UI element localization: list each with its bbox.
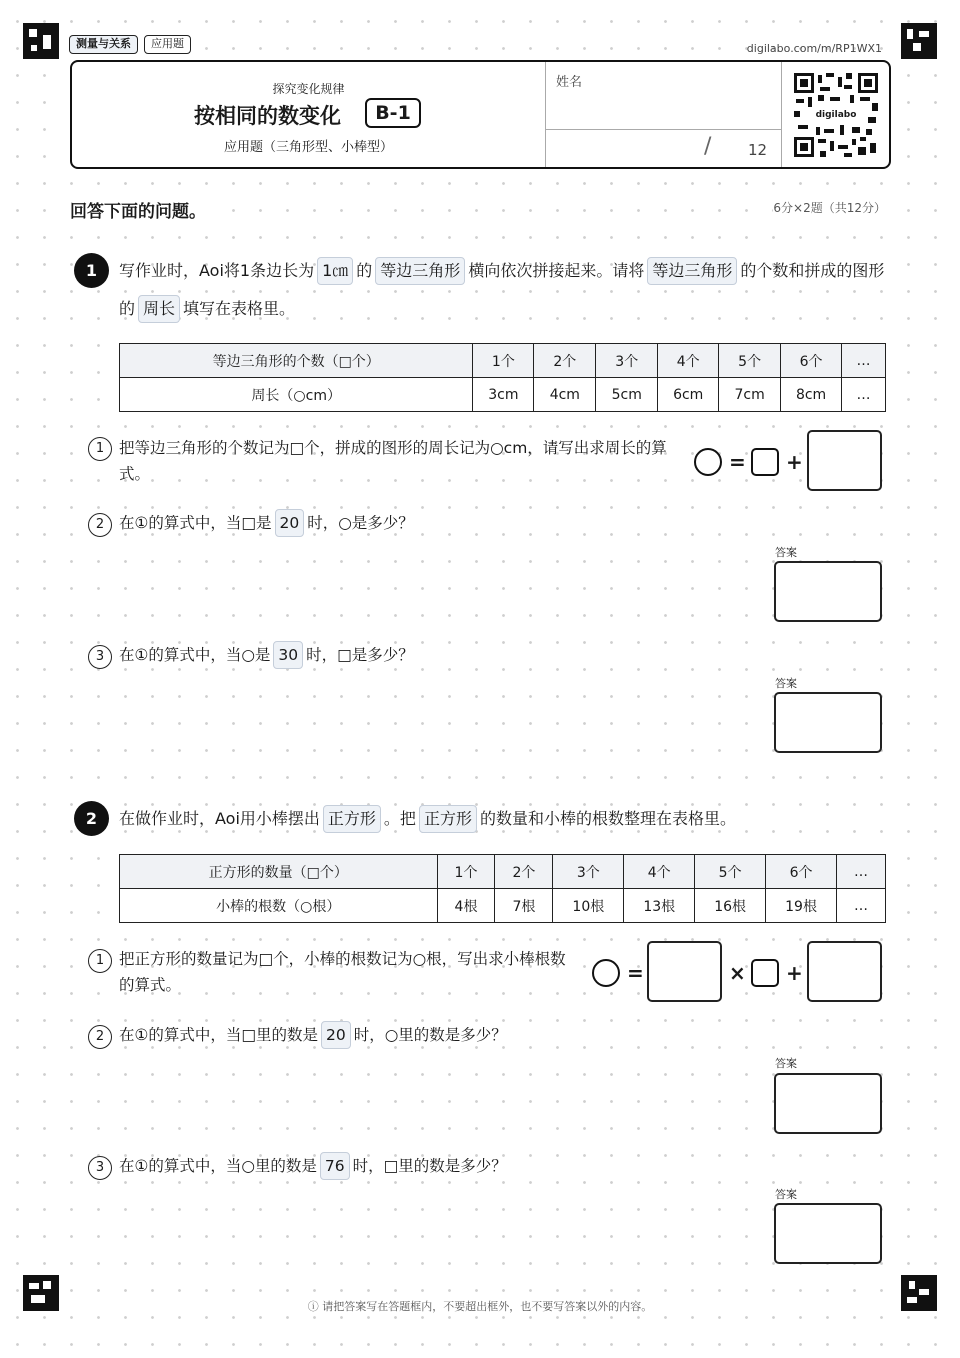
question-2-sub-3-text: 在①的算式中，当○里的数是 76 时，□里的数是多少？ xyxy=(119,1152,507,1180)
table-cell: 5个 xyxy=(719,344,781,378)
table-cell: 7根 xyxy=(495,889,553,923)
formula-coefficient-box[interactable] xyxy=(647,941,722,1002)
question-1-sub-3-text: 在①的算式中，当○是 30 时，□是多少？ xyxy=(119,641,414,669)
question-1-table xyxy=(119,343,886,412)
table-cell: 19根 xyxy=(766,889,837,923)
table-cell: 周长（○cm） xyxy=(120,378,473,412)
table-cell: 13根 xyxy=(624,889,695,923)
page-url: digilabo.com/m/RP1WX1 xyxy=(746,42,882,55)
highlight-side-length: 1㎝ xyxy=(317,257,353,285)
answer-box[interactable] xyxy=(774,1203,882,1264)
highlight-shape: 等边三角形 xyxy=(375,257,465,285)
footer-note: ⓘ 请把答案写在答题框内，不要超出框外，也不要写答案以外的内容。 xyxy=(0,1298,960,1314)
answer-label: 答案 xyxy=(775,677,797,690)
table-cell: 6个 xyxy=(781,344,842,378)
question-2-table xyxy=(119,854,886,923)
table-cell: 4个 xyxy=(624,855,695,889)
question-1-sub-1-text: 把等边三角形的个数记为□个，拼成的图形的周长记为○cm，请写出求周长的算式。 xyxy=(119,439,667,483)
answer-box[interactable] xyxy=(774,561,882,622)
worksheet-header xyxy=(70,60,891,169)
table-cell: 4个 xyxy=(658,344,719,378)
answer-box[interactable] xyxy=(774,692,882,753)
points-info: 6分×2题（共12分） xyxy=(773,201,886,215)
question-1-text: 写作业时，Aoi将1条边长为 1㎝ 的 等边三角形 横向依次拼接起来。请将 等边三角形 的个数和拼成的图形的 周长 填写在表格里。 xyxy=(119,252,889,328)
table-cell: 8cm xyxy=(781,378,842,412)
table-cell: … xyxy=(842,378,886,412)
qr-label: digilabo xyxy=(815,110,857,120)
score-total: 12 xyxy=(748,141,768,159)
square-symbol xyxy=(751,959,779,987)
table-row xyxy=(120,855,886,889)
table-cell: 5cm xyxy=(596,378,658,412)
name-score-area xyxy=(546,62,782,167)
question-2-text: 在做作业时，Aoi用小棒摆出 正方形 。把 正方形 的数量和小棒的根数整理在表格里。 xyxy=(119,800,889,838)
answer-box[interactable] xyxy=(774,1073,882,1134)
level-code-badge: B-1 xyxy=(365,98,421,128)
highlight-perimeter: 周长 xyxy=(138,295,180,323)
formula-answer-box[interactable] xyxy=(807,430,882,491)
answer-label: 答案 xyxy=(775,546,797,559)
question-1-number: 1 xyxy=(74,253,109,288)
question-2-sub-3-number: 3 xyxy=(88,1154,118,1180)
highlight-shape: 等边三角形 xyxy=(647,257,737,285)
highlight-value: 30 xyxy=(273,641,303,669)
square-symbol xyxy=(751,448,779,476)
info-icon: ⓘ xyxy=(307,1300,319,1313)
question-2-sub-2-text: 在①的算式中，当□里的数是 20 时，○里的数是多少？ xyxy=(119,1021,507,1049)
table-row xyxy=(120,889,886,923)
answer-label: 答案 xyxy=(775,1188,797,1201)
circle-symbol xyxy=(694,448,722,476)
table-cell: 等边三角形的个数（□个） xyxy=(120,344,473,378)
highlight-value: 76 xyxy=(320,1152,350,1180)
corner-marker-top-left xyxy=(23,23,59,59)
worksheet-type: 应用题（三角形型、小棒型） xyxy=(223,140,393,155)
question-1-sub-2-number: 2 xyxy=(88,511,118,537)
table-cell: 2个 xyxy=(495,855,553,889)
subject-tag: 测量与关系 xyxy=(69,35,138,54)
worksheet-title: 按相同的数变化 xyxy=(194,104,341,128)
type-tag: 应用题 xyxy=(144,35,191,54)
qr-code xyxy=(794,73,878,157)
name-label: 姓名 xyxy=(556,75,583,90)
table-cell: 正方形的数量（□个） xyxy=(120,855,438,889)
title-area xyxy=(72,62,546,167)
table-cell: 6cm xyxy=(658,378,719,412)
table-cell: 1个 xyxy=(437,855,495,889)
equals-sign: = xyxy=(627,961,644,985)
worksheet-subtitle: 探究变化规律 xyxy=(272,82,345,96)
table-cell: 3cm xyxy=(473,378,534,412)
instruction: 回答下面的问题。 xyxy=(70,197,210,222)
plus-sign: + xyxy=(786,961,803,985)
score-slash: / xyxy=(704,134,712,159)
table-cell: 6个 xyxy=(766,855,837,889)
question-2-sub-2-number: 2 xyxy=(88,1023,118,1049)
circle-symbol xyxy=(592,959,620,987)
question-1-sub-2-text: 在①的算式中，当□是 20 时，○是多少？ xyxy=(119,509,414,537)
table-cell: … xyxy=(837,855,886,889)
table-cell: 5个 xyxy=(695,855,766,889)
table-cell: 4cm xyxy=(534,378,596,412)
table-cell: … xyxy=(842,344,886,378)
highlight-shape: 正方形 xyxy=(419,805,477,833)
table-row xyxy=(120,344,886,378)
equals-sign: = xyxy=(729,450,746,474)
corner-marker-top-right xyxy=(901,23,937,59)
formula-constant-box[interactable] xyxy=(807,941,882,1002)
table-cell: 3个 xyxy=(596,344,658,378)
table-cell: 2个 xyxy=(534,344,596,378)
times-sign: × xyxy=(729,961,746,985)
table-cell: 小棒的根数（○根） xyxy=(120,889,438,923)
table-row xyxy=(120,378,886,412)
table-cell: 16根 xyxy=(695,889,766,923)
table-cell: … xyxy=(837,889,886,923)
highlight-value: 20 xyxy=(321,1021,351,1049)
highlight-shape: 正方形 xyxy=(323,805,381,833)
plus-sign: + xyxy=(786,450,803,474)
table-cell: 4根 xyxy=(437,889,495,923)
table-cell: 7cm xyxy=(719,378,781,412)
question-2-number: 2 xyxy=(74,801,109,836)
question-2-sub-1-number: 1 xyxy=(88,947,118,973)
question-1-sub-1-number: 1 xyxy=(88,435,118,461)
question-2-sub-1-text: 把正方形的数量记为□个，小棒的根数记为○根，写出求小棒根数的算式。 xyxy=(119,950,566,994)
answer-label: 答案 xyxy=(775,1057,797,1070)
question-1-sub-3-number: 3 xyxy=(88,643,118,669)
table-cell: 3个 xyxy=(553,855,624,889)
table-cell: 1个 xyxy=(473,344,534,378)
highlight-value: 20 xyxy=(275,509,305,537)
table-cell: 10根 xyxy=(553,889,624,923)
